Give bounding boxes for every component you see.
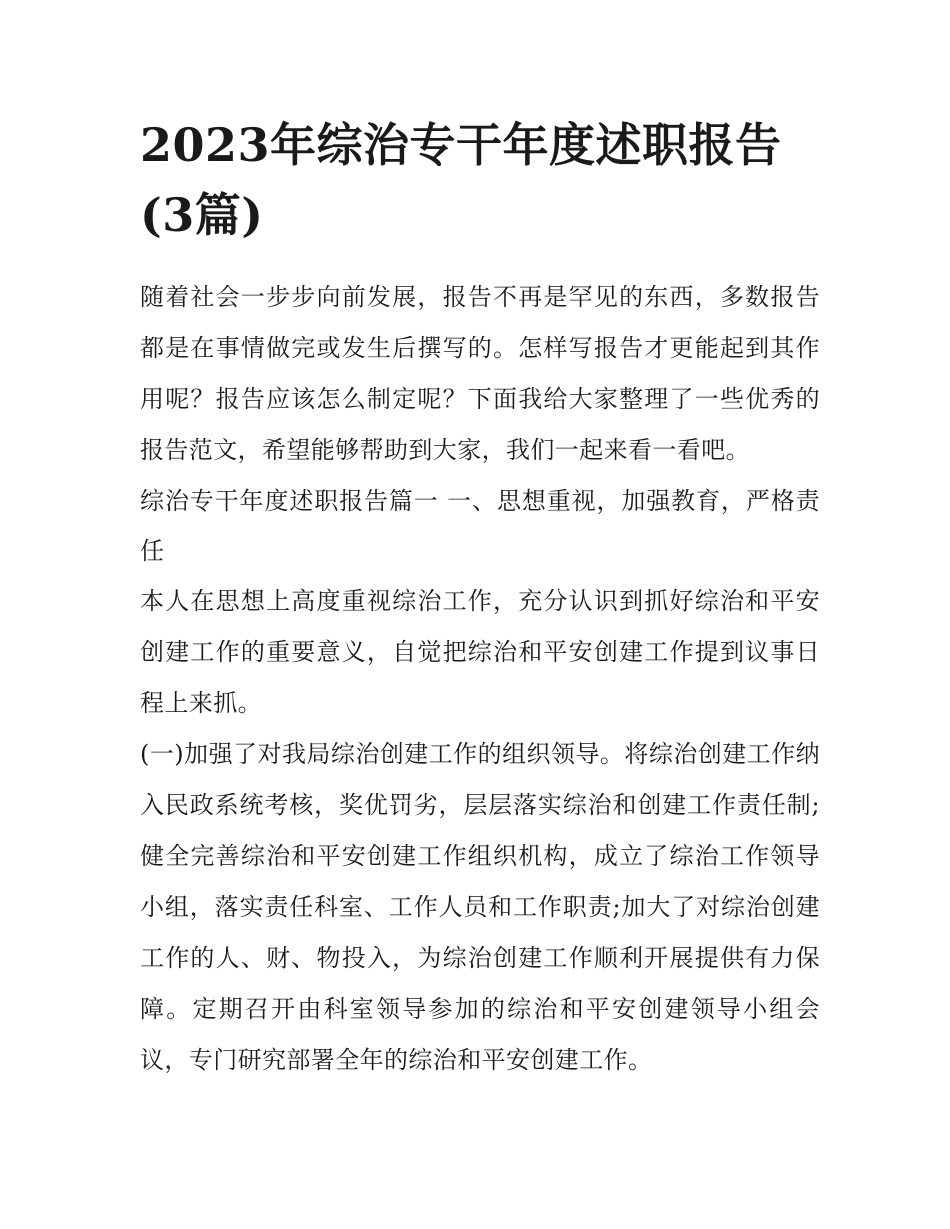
document-title: 2023年综治专干年度述职报告(3篇) [140, 118, 782, 242]
paragraph-section-heading: 综治专干年度述职报告篇一 一、思想重视，加强教育，严格责任 [140, 487, 820, 565]
paragraph-intro: 随着社会一步步向前发展，报告不再是罕见的东西，多数报告都是在事情做完或发生后撰写的。怎样写报告才更能起到其作用呢？报告应该怎么制定呢？下面我给大家整理了一些优秀的报告范文，希望能够帮助到大家，我们一起来看一看吧。 [140, 283, 820, 464]
document-page [140, 110, 820, 1086]
paragraph-ideology: 本人在思想上高度重视综治工作，充分认识到抓好综治和平安创建工作的重要意义，自觉把综治和平安创建工作提到议事日程上来抓。 [140, 587, 820, 717]
paragraph-organization: (一)加强了对我局综治创建工作的组织领导。将综治创建工作纳入民政系统考核，奖优罚劣，层层落实综治和创建工作责任制;健全完善综治和平安创建工作组织机构，成立了综治工作领导小组，落实责任科室、工作人员和工作职责;加大了对综治创建工作的人、财、物投入，为综治创建工作顺利开展提供有力保障。定期召开由科室领导参加的综治和平安创建领导小组会议，专门研究部署全年的综治和平安创建工作。 [140, 740, 820, 1074]
